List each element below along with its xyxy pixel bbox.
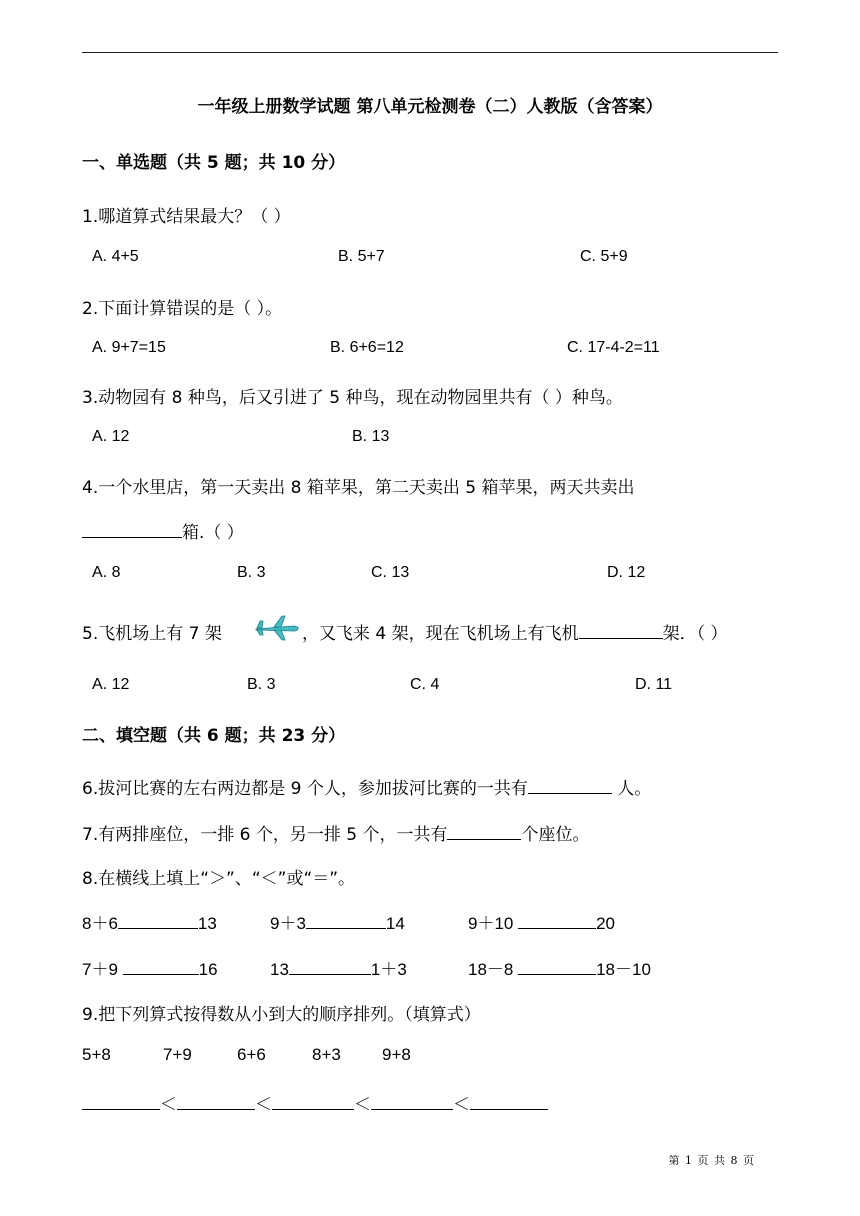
question-7 xyxy=(82,820,589,845)
q5-option-d: D. 11 xyxy=(635,676,673,693)
answer-blank[interactable] xyxy=(371,1093,453,1110)
less-than-sign: ＜ xyxy=(354,1095,371,1115)
compare-item xyxy=(82,955,218,980)
question-8: 8.在横线上填上“＞”、“＜”或“＝”。 xyxy=(82,869,356,889)
expression-item: 9+8 xyxy=(382,1045,411,1064)
question-9: 9.把下列算式按得数从小到大的顺序排列。（填算式） xyxy=(82,1005,481,1025)
compare-right: 20 xyxy=(596,914,616,933)
answer-blank[interactable] xyxy=(528,777,612,794)
compare-right: 16 xyxy=(198,960,218,979)
question-1: 1.哪道算式结果最大？（ ） xyxy=(82,207,291,227)
question-5-rest xyxy=(302,619,728,644)
answer-blank[interactable] xyxy=(579,622,663,639)
answer-blank[interactable] xyxy=(82,521,182,538)
question-6-prefix: 6.拔河比赛的左右两边都是 9 个人，参加拔河比赛的一共有 xyxy=(82,779,528,799)
question-4-line-1: 4.一个水里店，第一天卖出 8 箱苹果，第二天卖出 5 箱苹果，两天共卖出 xyxy=(82,478,635,498)
page-number: 第 1 页 共 8 页 xyxy=(668,1154,755,1167)
compare-right: 1＋3 xyxy=(370,960,407,979)
question-6-suffix: 人。 xyxy=(611,779,652,799)
q5-option-c: C. 4 xyxy=(410,676,440,693)
q2-option-c: C. 17-4-2=11 xyxy=(567,339,660,356)
q3-option-a: A. 12 xyxy=(92,428,130,445)
section-heading-1: 一、单选题（共 5 题；共 10 分） xyxy=(82,153,346,173)
question-7-prefix: 7.有两排座位，一排 6 个，另一排 5 个，一共有 xyxy=(82,825,448,845)
less-than-sign: ＜ xyxy=(255,1095,272,1115)
compare-left: 18－8 xyxy=(468,960,519,979)
q5-option-a: A. 12 xyxy=(92,676,130,693)
compare-item xyxy=(270,909,405,934)
expression-item: 5+8 xyxy=(82,1045,111,1064)
q2-option-b: B. 6+6=12 xyxy=(330,339,404,356)
answer-blank[interactable] xyxy=(272,1093,354,1110)
q3-option-b: B. 13 xyxy=(352,428,390,445)
compare-left: 8＋6 xyxy=(82,914,118,933)
less-than-sign: ＜ xyxy=(453,1095,470,1115)
compare-item xyxy=(82,909,217,934)
question-5-prefix: 5.飞机场上有 7 架 xyxy=(82,624,222,644)
compare-right: 14 xyxy=(385,914,405,933)
question-4-suffix: 箱.（ ） xyxy=(182,523,244,543)
q2-option-a: A. 9+7=15 xyxy=(92,339,166,356)
answer-blank[interactable] xyxy=(518,958,596,975)
expression-item: 6+6 xyxy=(237,1045,266,1064)
compare-left: 7＋9 xyxy=(82,960,123,979)
compare-item xyxy=(468,955,651,980)
question-4-line-2 xyxy=(82,518,244,543)
question-7-suffix: 个座位。 xyxy=(521,825,590,845)
answer-blank[interactable] xyxy=(82,1093,160,1110)
ordering-blanks xyxy=(82,1090,548,1115)
answer-blank[interactable] xyxy=(177,1093,255,1110)
q4-option-d: D. 12 xyxy=(607,564,646,581)
answer-blank[interactable] xyxy=(118,912,198,929)
answer-blank[interactable] xyxy=(447,823,521,840)
compare-left: 13 xyxy=(270,960,289,979)
answer-blank[interactable] xyxy=(123,958,199,975)
compare-left: 9＋3 xyxy=(270,914,306,933)
compare-item xyxy=(270,955,407,980)
q1-option-a: A. 4+5 xyxy=(92,248,139,265)
q4-option-c: C. 13 xyxy=(371,564,410,581)
compare-left: 9＋10 xyxy=(468,914,519,933)
less-than-sign: ＜ xyxy=(160,1095,177,1115)
question-3: 3.动物园有 8 种鸟，后又引进了 5 种鸟，现在动物园里共有（ ）种鸟。 xyxy=(82,388,623,408)
q5-option-b: B. 3 xyxy=(247,676,276,693)
header-rule xyxy=(82,52,778,53)
answer-blank[interactable] xyxy=(518,912,596,929)
expression-item: 8+3 xyxy=(312,1045,341,1064)
q4-option-a: A. 8 xyxy=(92,564,121,581)
expression-item: 7+9 xyxy=(163,1045,192,1064)
question-6 xyxy=(82,774,651,799)
answer-blank[interactable] xyxy=(306,912,386,929)
section-heading-2: 二、填空题（共 6 题；共 23 分） xyxy=(82,726,346,746)
q1-option-b: B. 5+7 xyxy=(338,248,385,265)
question-5-middle: ，又飞来 4 架，现在飞机场上有飞机 xyxy=(302,624,579,644)
answer-blank[interactable] xyxy=(289,958,371,975)
airplane-icon xyxy=(254,614,300,642)
q1-option-c: C. 5+9 xyxy=(580,248,628,265)
compare-right: 18－10 xyxy=(596,960,651,979)
question-2: 2.下面计算错误的是（ ）。 xyxy=(82,299,283,319)
question-5-suffix: 架．（ ） xyxy=(662,624,728,644)
compare-right: 13 xyxy=(197,914,217,933)
compare-item xyxy=(468,909,615,934)
page-title: 一年级上册数学试题 第八单元检测卷（二）人教版（含答案） xyxy=(197,97,663,117)
answer-blank[interactable] xyxy=(470,1093,548,1110)
q4-option-b: B. 3 xyxy=(237,564,266,581)
